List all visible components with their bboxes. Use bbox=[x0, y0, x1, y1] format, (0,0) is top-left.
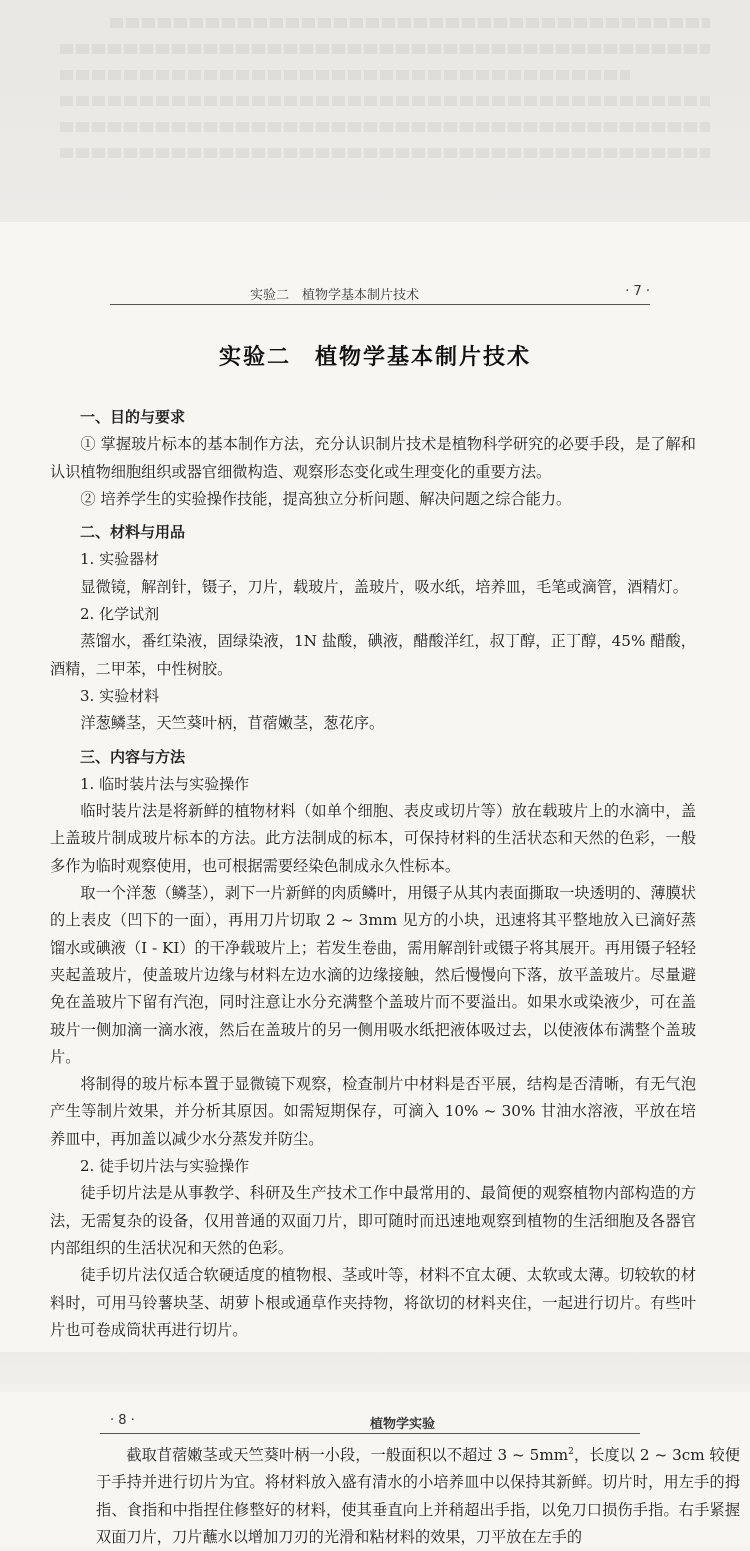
running-header-title: 植物学实验 bbox=[370, 1417, 436, 1432]
page-number: · 7 · bbox=[625, 284, 650, 299]
subsection-heading: 1. 实验器材 bbox=[80, 550, 160, 569]
paragraph: 徒手切片法仅适合软硬适度的植物根、茎或叶等，材料不宜太硬、太软或太薄。切较软的材料时，可用马铃薯块茎、胡萝卜根或通草作夹持物，将欲切的材料夹住，一起进行切片。有些叶片也可卷成筒状再进行切片。 bbox=[50, 1266, 696, 1339]
superscript: 2 bbox=[568, 1446, 574, 1457]
paragraph: 蒸馏水，番红染液，固绿染液，1N 盐酸，碘液，醋酸洋红，叔丁醇，正丁醇，45% 醋酸，酒精，二甲苯，中性树胶。 bbox=[50, 632, 696, 678]
chapter-title: 实验二 植物学基本制片技术 bbox=[218, 345, 531, 370]
subsection-heading: 2. 徒手切片法与实验操作 bbox=[80, 1157, 250, 1176]
paragraph: 取一个洋葱（鳞茎），剥下一片新鲜的肉质鳞叶，用镊子从其内表面撕取一块透明的、薄膜状的上表皮（凹下的一面），再用刀片切取 2 ~ 3mm 见方的小块，迅速将其平整地放入已滴好蒸馏水或碘液（I - KI）的干净载玻片上；若发生卷曲，需用解剖针或镊子将其展开。再用镊子轻轻夹起盖玻片，使盖玻片边缘与材料左边水滴的边缘接触，然后慢慢向下落，放平盖玻片。尽量避免在盖玻片下留有汽泡，同时注意让水分充满整个盖玻片而不要溢出。如果水或染液少，可在盖玻片一侧加滴一滴水液，然后在盖玻片的另一侧用吸水纸把液体吸过去，以使液体布满整个盖玻片。 bbox=[50, 884, 696, 1066]
section-heading-methods: 三、内容与方法 bbox=[80, 747, 186, 766]
main-content bbox=[50, 404, 696, 1344]
paragraph: 临时装片法是将新鲜的植物材料（如单个细胞、表皮或切片等）放在载玻片上的水滴中，盖上盖玻片制成玻片标本的方法。此方法制成的标本，可保持材料的生活状态和天然的色彩，一般多作为临时观察使用，也可根据需要经染色制成永久性标本。 bbox=[50, 802, 696, 875]
running-header-title: 实验二 植物学基本制片技术 bbox=[250, 288, 420, 303]
paragraph bbox=[96, 1442, 740, 1551]
running-header bbox=[110, 282, 650, 305]
paragraph: 显微镜，解剖针，镊子，刀片，载玻片，盖玻片，吸水纸，培养皿，毛笔或滴管，酒精灯。 bbox=[80, 577, 688, 596]
paragraph: 将制得的玻片标本置于显微镜下观察，检查制片中材料是否平展，结构是否清晰，有无气泡产生等制片效果，并分析其原因。如需短期保存，可滴入 10% ~ 30% 甘油水溶液，平放在培养皿中，再加盖以减少水分蒸发并防尘。 bbox=[50, 1075, 696, 1148]
text-run: 截取苜蓿嫩茎或天竺葵叶柄一小段，一般面积以不超过 3 ~ 5mm bbox=[126, 1446, 569, 1464]
section-heading-materials: 二、材料与用品 bbox=[80, 523, 186, 542]
page-number: · 8 · bbox=[110, 1413, 135, 1428]
subsection-heading: 2. 化学试剂 bbox=[80, 605, 160, 624]
paragraph: 徒手切片法是从事教学、科研及生产技术工作中最常用的、最简便的观察植物内部构造的方法，无需复杂的设备，仅用普通的双面刀片，即可随时而迅速地观察到植物的生活细胞及各器官内部组织的生活状况和天然的色彩。 bbox=[50, 1184, 696, 1257]
paragraph: ① 掌握玻片标本的基本制作方法，充分认识制片技术是植物科学研究的必要手段，是了解和认识植物细胞组织或器官细微构造、观察形态变化或生理变化的重要方法。 bbox=[50, 435, 696, 481]
running-header-next-page bbox=[100, 1411, 640, 1434]
previous-page-bleed bbox=[0, 0, 750, 223]
paragraph: 洋葱鳞茎，天竺葵叶柄，苜蓿嫩茎，葱花序。 bbox=[80, 714, 385, 733]
subsection-heading: 3. 实验材料 bbox=[80, 686, 160, 705]
section-heading-objectives: 一、目的与要求 bbox=[80, 408, 186, 426]
text-run: ，长度以 2 ~ 3cm 较便于手持并进行切片为宜。将材料放入盛有清水的小培养皿中以保持其新鲜。切片时，用左手的拇指、食指和中指捏住修整好的材料，使其垂直向上并稍超出手指，以免刀口损伤手指。右手紧握双面刀片，刀片蘸水以增加刀刃的光滑和粘材料的效果，刀平放在左手的 bbox=[96, 1446, 740, 1546]
next-page-content bbox=[96, 1442, 740, 1551]
paragraph: ② 培养学生的实验操作技能，提高独立分析问题、解决问题之综合能力。 bbox=[80, 489, 572, 508]
page-gap bbox=[0, 1352, 750, 1392]
subsection-heading: 1. 临时装片法与实验操作 bbox=[80, 774, 250, 793]
